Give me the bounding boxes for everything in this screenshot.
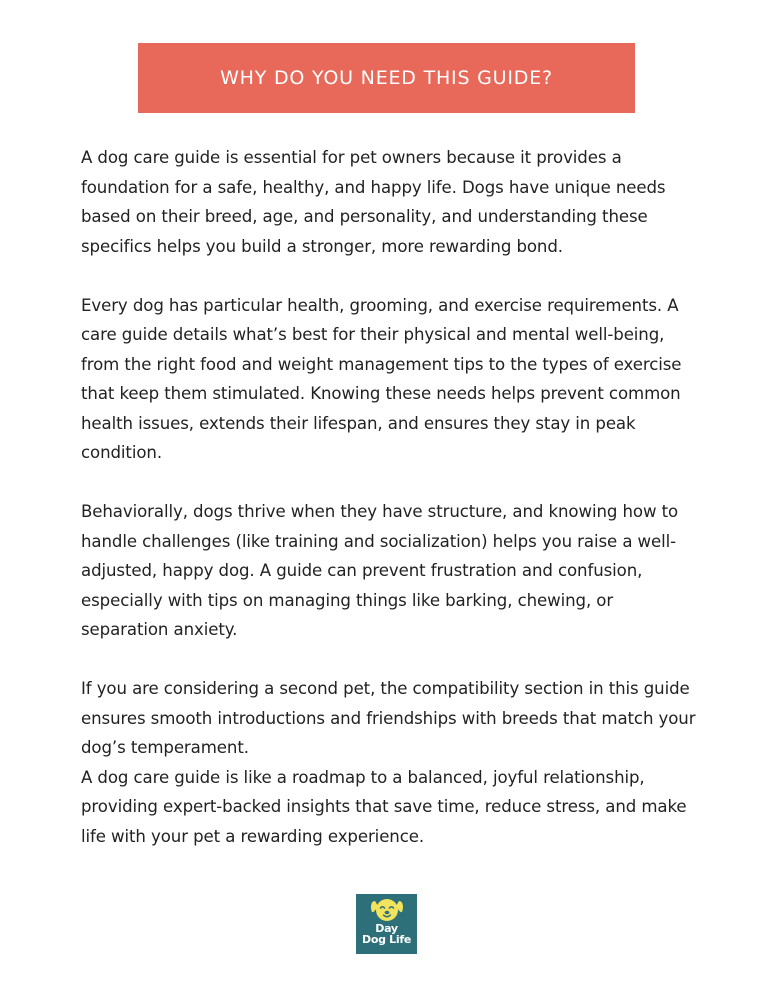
paragraph: Every dog has particular health, grooming, and exercise requirements. A care guide details what’s best for their physical and mental well-being, from the right food and weight management tips to the types of exercise that keep them stimulated. Knowing these needs helps prevent common health issues, extends their lifespan, and ensures they stay in peak condition. <box>81 295 682 462</box>
header-banner <box>138 43 635 113</box>
brand-logo <box>356 894 417 954</box>
logo-text-day: Day <box>375 922 398 935</box>
paragraph: If you are considering a second pet, the compatibility section in this guide ensures smooth introductions and friendships with breeds that match your dog’s temperament. <box>81 679 696 757</box>
dog-face-icon <box>369 897 405 923</box>
paragraph: A dog care guide is like a roadmap to a balanced, joyful relationship, providing expert-backed insights that save time, reduce stress, and make life with your pet a rewarding experience. <box>81 767 687 846</box>
logo-text-dog-life: Dog Life <box>361 933 412 946</box>
paragraph: Behaviorally, dogs thrive when they have structure, and knowing how to handle challenges (like training and socialization) helps you raise a well-adjusted, happy dog. A guide can prevent frustration and confusion, especially with tips on managing things like barking, chewing, or separation anxiety. <box>81 502 679 639</box>
paragraph: A dog care guide is essential for pet owners because it provides a foundation for a safe, healthy, and happy life. Dogs have unique needs based on their breed, age, and personality, and understanding these specifics helps you build a stronger, more rewarding bond. <box>81 148 666 256</box>
page-title: WHY DO YOU NEED THIS GUIDE? <box>220 67 553 89</box>
body-text <box>81 143 696 851</box>
